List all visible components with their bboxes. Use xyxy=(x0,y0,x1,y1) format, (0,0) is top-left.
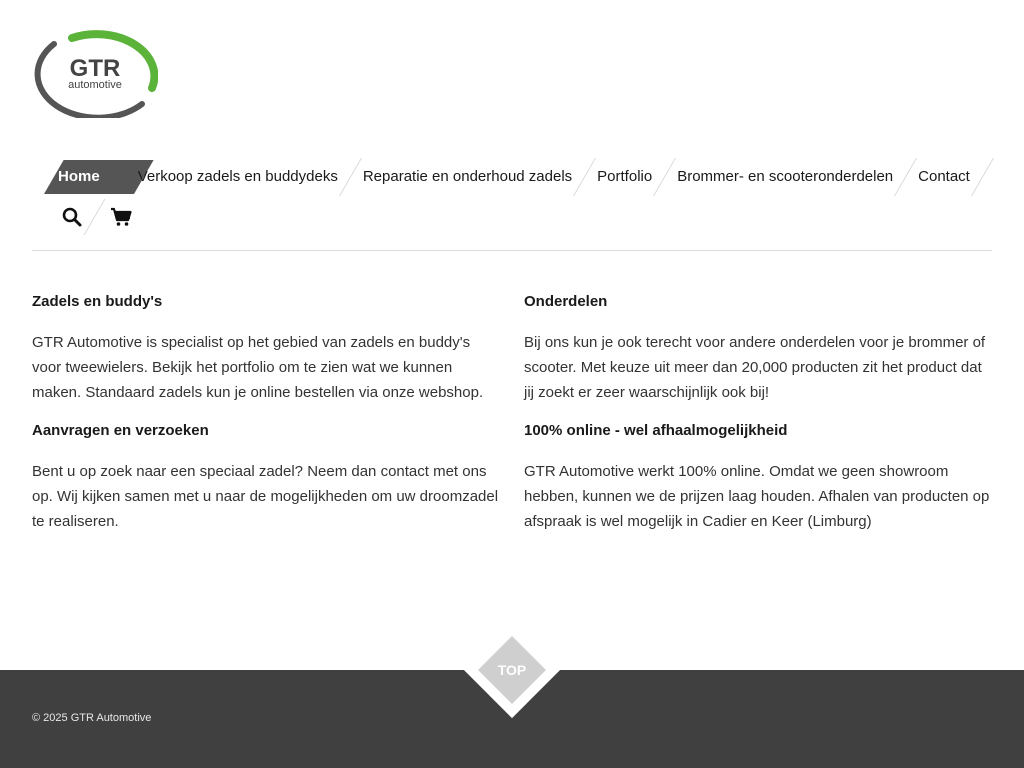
content-column-right xyxy=(524,290,992,548)
content-column-left xyxy=(32,290,500,548)
cart-icon xyxy=(110,207,132,227)
nav-item-contact[interactable]: Contact xyxy=(918,168,970,185)
nav-item-verkoop[interactable]: Verkoop zadels en buddydeks xyxy=(137,168,338,185)
section-heading-aanvragen: Aanvragen en verzoeken xyxy=(32,422,209,439)
back-to-top-button[interactable] xyxy=(478,636,546,704)
section-text-zadels: GTR Automotive is specialist op het gebied van zadels en buddy's voor tweewielers. Bekijk het portfolio om te zien wat we kunnen maken. Standaard zadels kun je online bestellen via onze webshop. xyxy=(32,334,484,401)
section-heading-onderdelen: Onderdelen xyxy=(524,293,608,310)
site-logo[interactable] xyxy=(32,26,158,118)
section-heading-online: 100% online - wel afhaalmogelijkheid xyxy=(524,422,788,439)
nav-row-icons xyxy=(32,198,992,236)
nav-separator xyxy=(84,199,106,235)
nav-item-home[interactable]: Home xyxy=(32,158,126,196)
nav-item-onderdelen[interactable]: Brommer- en scooteronderdelen xyxy=(677,168,894,185)
cart-button[interactable] xyxy=(107,198,135,236)
nav-item-portfolio[interactable]: Portfolio xyxy=(597,168,653,185)
copyright-text: © 2025 GTR Automotive xyxy=(32,712,152,724)
main-nav xyxy=(32,158,992,236)
section-text-online: GTR Automotive werkt 100% online. Omdat we geen showroom hebben, kunnen we de prijzen laag houden. Afhalen van producten op afspraak is wel mogelijk in Cadier en Keer (Limburg) xyxy=(524,463,990,530)
main-content xyxy=(32,290,992,548)
nav-row-primary xyxy=(32,158,992,196)
section-heading-zadels: Zadels en buddy's xyxy=(32,293,163,310)
search-button[interactable] xyxy=(58,198,86,236)
search-icon xyxy=(62,207,82,227)
logo-graphic xyxy=(32,26,158,118)
header-divider xyxy=(32,250,992,251)
nav-item-reparatie[interactable]: Reparatie en onderhoud zadels xyxy=(362,168,573,185)
section-text-onderdelen: Bij ons kun je ook terecht voor andere onderdelen voor je brommer of scooter. Met keuze uit meer dan 20,000 producten zit het product dat jij zoekt er zeer waarschijnlijk ook bij! xyxy=(524,334,986,401)
logo-text: GTR xyxy=(69,55,121,82)
section-text-aanvragen: Bent u op zoek naar een speciaal zadel? Neem dan contact met ons op. Wij kijken samen met u naar de mogelijkheden om uw droomzadel te realiseren. xyxy=(32,463,499,530)
top-button-label: TOP xyxy=(497,662,527,678)
logo-subtext: automotive xyxy=(68,79,122,91)
